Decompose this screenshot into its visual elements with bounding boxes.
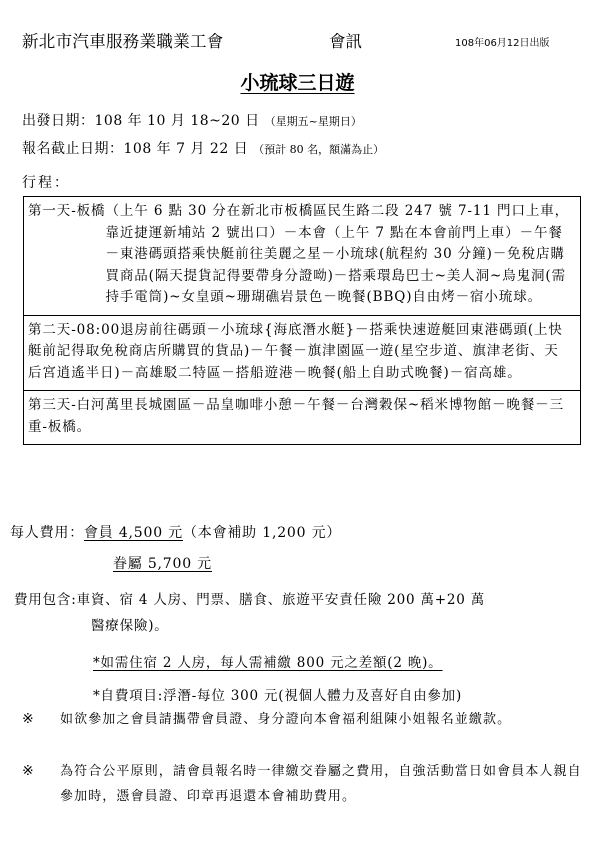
- includes-label: 費用包含:: [14, 592, 77, 608]
- member-subsidy: （本會補助 1,200 元）: [182, 525, 342, 541]
- deadline-value: 108 年 7 月 22 日: [123, 141, 249, 157]
- day-2-label: 第二天-08:00: [28, 321, 121, 338]
- departure-note: （星期五~星期日）: [264, 115, 362, 128]
- itinerary-day-2: [24, 316, 580, 392]
- fee-line: [10, 522, 341, 542]
- reference-mark-icon: ※: [22, 711, 35, 727]
- fee-includes: [14, 587, 584, 639]
- publish-date: 108年06月12日出版: [455, 38, 550, 49]
- departure-line: [22, 110, 362, 130]
- itinerary-day-3: [24, 391, 580, 444]
- family-fee: 眷屬 5,700 元: [113, 556, 212, 572]
- rule-2-text: 為符合公平原則，請會員報名時一律繳交眷屬之費用，自強活動當日如會員本人親自參加時，憑會員證、印章再退還本會補助費用。: [60, 764, 582, 804]
- reference-mark-icon: ※: [22, 763, 35, 779]
- section-title: 會訊: [329, 32, 362, 51]
- member-fee: 會員 4,500 元: [84, 525, 183, 541]
- deadline-line: [22, 138, 384, 158]
- itinerary-label: 行程：: [22, 175, 70, 191]
- day-1-label: 第一天-板橋: [28, 203, 106, 219]
- rule-1: [22, 707, 582, 732]
- itinerary-day-1: [24, 197, 580, 316]
- family-fee-line: [113, 553, 212, 573]
- departure-label: 出發日期：: [22, 113, 95, 129]
- itinerary-table: [23, 196, 581, 445]
- rule-2: [22, 759, 582, 809]
- rule-1-text: 如欲參加之會員請攜帶會員證、身分證向本會福利組陳小姐報名並繳款。: [60, 712, 512, 727]
- fee-label: 每人費用：: [10, 525, 84, 541]
- deadline-label: 報名截止日期：: [22, 141, 124, 157]
- deadline-note: （預計 80 名，額滿為止）: [253, 143, 385, 156]
- day-3-label: 第三天-白河萬里長城園區: [28, 397, 192, 413]
- title-text: 小琉球三日遊: [240, 72, 355, 94]
- day-1-text: （上午 6 點 30 分在新北市板橋區民生路二段 247 號 7-11 門口上車，靠近捷運新埔站 2 號出口）－本會（上午 7 點在本會前門上車）－午餐－東港碼頭搭乘快艇前往美麗之星－小琉球(航程約 30 分鐘)－免稅店購買商品(隔天提貨記得要帶身分證呦)－搭乘環島巴士~美人洞~烏鬼洞(需持手電筒)~女皇頭~珊瑚礁岩景色－晚餐(BBQ)自由烤－宿小琉球。: [105, 203, 570, 305]
- day-3-text: －品皇咖啡小憩－午餐－台灣穀保~稻米博物館－晚餐－三重-板橋。: [28, 397, 565, 435]
- day-2-text: 退房前往碼頭－小琉球{海底潛水艇}－搭乘快速遊艇回東港碼頭(上快艇前記得取免稅商店所購買的貨品)－午餐－旗津園區一遊(星空步道、旗津老街、天后宮逍遙半日)－高雄駁二特區－搭船遊港－晚餐(船上自助式晚餐)－宿高雄。: [28, 321, 563, 381]
- org-name: 新北市汽車服務業職業工會: [22, 32, 224, 51]
- double-room-note: [93, 651, 443, 671]
- departure-value: 108 年 10 月 18~20 日: [94, 113, 260, 129]
- double-room-text: *如需住宿 2 人房，每人需補繳 800 元之差額(2 晚)。: [93, 655, 443, 671]
- includes-cont: 醫療保險)。: [91, 618, 169, 634]
- self-paid-note: *自費項目:浮潛-每位 300 元(視個人體力及喜好自由參加): [93, 688, 463, 704]
- includes-text: 車資、宿 4 人房、門票、膳食、旅遊平安責任險 200 萬+20 萬: [76, 592, 486, 608]
- page-title: [0, 68, 595, 95]
